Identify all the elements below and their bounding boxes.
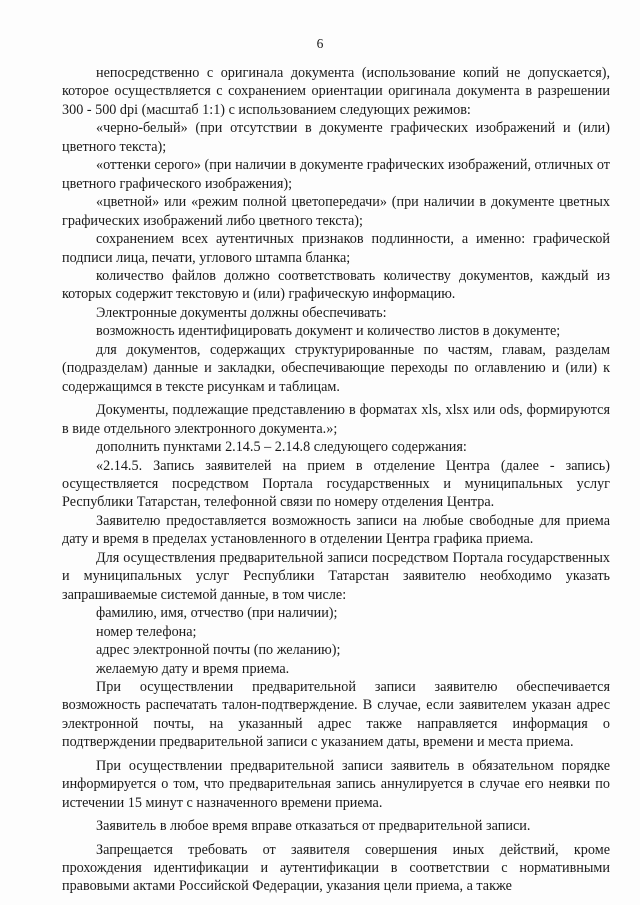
paragraph: «черно-белый» (при отсутствии в документе графических изображений и (или) цветного текста); — [62, 120, 610, 155]
paragraph: «2.14.5. Запись заявителей на прием в отделение Центра (далее - запись) осуществляется посредством Портала государственных и муниципальных услуг Республики Татарстан, телефонной связи по номеру отделения Центра. — [62, 457, 610, 511]
paragraph: «оттенки серого» (при наличии в документе графических изображений, отличных от цветного графического изображения); — [62, 157, 610, 192]
paragraph: При осуществлении предварительной записи заявитель в обязательном порядке информируется о том, что предварительная запись аннулируется в случае его неявки по истечении 15 минут с назначенного времени приема. — [62, 757, 610, 811]
paragraph: При осуществлении предварительной записи заявителю обеспечивается возможность распечатать талон-подтверждение. В случае, если заявителем указан адрес электронной почты, на указанный адрес также направляется информация о подтверждении предварительной записи с указанием даты, времени и места приема. — [62, 678, 610, 751]
paragraph: непосредственно с оригинала документа (использование копий не допускается), которое осуществляется с сохранением ориентации оригинала документа в разрешении 300 - 500 dpi (масштаб 1:1) с использованием следующих режимов: — [62, 65, 610, 118]
paragraph: Запрещается требовать от заявителя совершения иных действий, кроме прохождения идентификации и аутентификации в соответствии с нормативными правовыми актами Российской Федерации, указания цели приема, а также — [62, 841, 610, 895]
paragraph: номер телефона; — [96, 623, 197, 640]
paragraph: для документов, содержащих структурированные по частям, главам, разделам (подразделам) данные и закладки, обеспечивающие переходы по оглавлению и (или) к содержащимся в тексте рисункам и таблицам. — [62, 341, 610, 395]
paragraph: Заявитель в любое время вправе отказаться от предварительной записи. — [96, 818, 531, 835]
paragraph: Для осуществления предварительной записи посредством Портала государственных и муниципальных услуг Республики Татарстан заявителю необходимо указать запрашиваемые системой данные, в том числе: — [62, 549, 610, 603]
page-number: 6 — [316, 36, 324, 51]
paragraph: Документы, подлежащие представлению в форматах xls, xlsx или ods, формируются в виде отдельного электронного документа.»; — [62, 402, 610, 437]
paragraph: Электронные документы должны обеспечивать: — [96, 304, 387, 321]
paragraph: сохранением всех аутентичных признаков подлинности, а именно: графической подписи лица, печати, углового штампа бланка; — [62, 231, 610, 266]
paragraph: адрес электронной почты (по желанию); — [96, 642, 341, 659]
paragraph: дополнить пунктами 2.14.5 – 2.14.8 следующего содержания: — [96, 439, 467, 456]
paragraph: желаемую дату и время приема. — [96, 660, 290, 677]
document-body — [62, 64, 610, 896]
paragraph: Заявителю предоставляется возможность записи на любые свободные для приема дату и время в пределах установленного в отделении Центра графика приема. — [62, 512, 610, 548]
paragraph: количество файлов должно соответствовать количеству документов, каждый из которых содержит текстовую и (или) графическую информацию. — [62, 267, 610, 303]
paragraph: возможность идентифицировать документ и количество листов в документе; — [96, 323, 561, 340]
paragraph: «цветной» или «режим полной цветопередачи» (при наличии в документе цветных графических изображений либо цветного текста); — [62, 194, 610, 229]
paragraph: фамилию, имя, отчество (при наличии); — [96, 605, 338, 622]
